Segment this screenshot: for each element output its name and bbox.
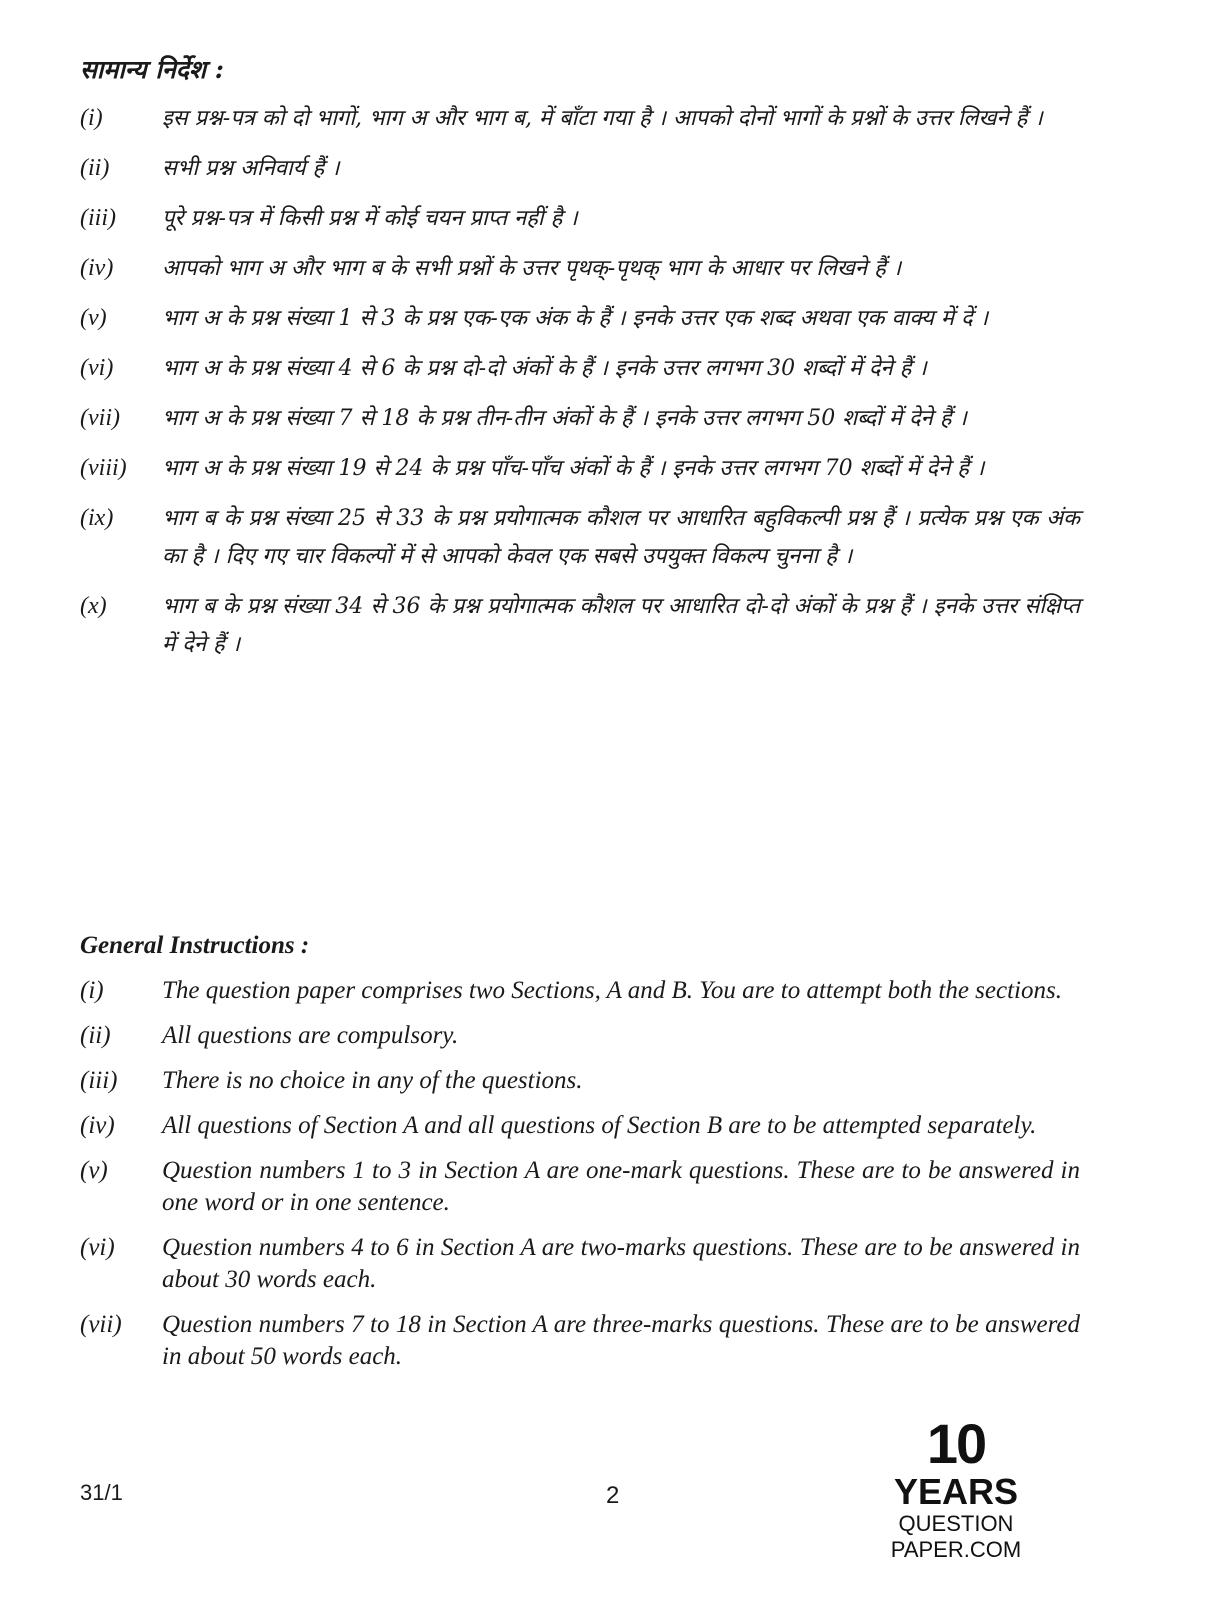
item-number: (v) (80, 305, 107, 331)
item-number: (vi) (80, 355, 114, 381)
hindi-instructions-heading: सामान्य निर्देश : (80, 55, 224, 84)
item-text: सभी प्रश्न अनिवार्य हैं । (162, 156, 340, 181)
item-text: There is no choice in any of the questions. (162, 1067, 583, 1094)
item-text: भाग अ के प्रश्न संख्या 19 से 24 के प्रश्न पाँच-पाँच अंकों के हैं । इनके उत्तर लगभग 70 शब्दों में देने हैं । (162, 456, 985, 481)
hindi-instruction-item (80, 450, 1080, 488)
hindi-instruction-item (80, 100, 1080, 138)
hindi-instruction-item (80, 400, 1080, 438)
item-text: Question numbers 1 to 3 in Section A are one-mark questions. These are to be answered in one word or in one sentence. (162, 1157, 1080, 1216)
hindi-instruction-item (80, 350, 1080, 388)
item-text: All questions of Section A and all questions of Section B are to be attempted separately. (162, 1112, 1037, 1139)
general-instructions-heading: General Instructions : (80, 932, 310, 959)
logo-number: 10 (926, 1412, 986, 1475)
item-number: (vi) (80, 1234, 115, 1261)
hindi-instructions-list (80, 100, 1080, 676)
instruction-item (80, 1155, 1080, 1219)
instruction-item (80, 1232, 1080, 1296)
item-number: (v) (80, 1157, 108, 1184)
hindi-instruction-item (80, 150, 1080, 188)
hindi-instruction-item (80, 200, 1080, 238)
item-number: (x) (80, 593, 107, 619)
logo-years: YEARS (893, 1471, 1019, 1512)
item-text: इस प्रश्न-पत्र को दो भागों, भाग अ और भाग ब, में बाँटा गया है । आपको दोनों भागों के प्रश्नों के उत्तर लिखने हैं । (162, 106, 1043, 131)
item-text: भाग ब के प्रश्न संख्या 34 से 36 के प्रश्न प्रयोगात्मक कौशल पर आधारित दो-दो अंकों के प्रश्न हैं । इनके उत्तर संक्षिप्त में देने हैं । (162, 594, 1080, 657)
watermark-logo (836, 1412, 1076, 1590)
item-text: पूरे प्रश्न-पत्र में किसी प्रश्न में कोई चयन प्राप्त नहीं है । (162, 206, 578, 231)
hindi-instruction-item (80, 500, 1080, 576)
item-text: आपको भाग अ और भाग ब के सभी प्रश्नों के उत्तर पृथक्-पृथक् भाग के आधार पर लिखने हैं । (162, 256, 902, 281)
instruction-item (80, 1065, 1080, 1097)
item-text: The question paper comprises two Sections, A and B. You are to attempt both the sections. (162, 977, 1062, 1004)
general-instructions-list (80, 975, 1080, 1386)
item-number: (ii) (80, 1022, 111, 1049)
hindi-instruction-item (80, 300, 1080, 338)
logo-site: QUESTION PAPER.COM (890, 1511, 1022, 1562)
paper-code: 31/1 (80, 1480, 123, 1505)
instruction-item (80, 1309, 1080, 1373)
hindi-instruction-item (80, 250, 1080, 288)
item-text: All questions are compulsory. (162, 1022, 459, 1049)
item-number: (i) (80, 977, 104, 1004)
item-number: (iv) (80, 255, 114, 281)
instruction-item (80, 1110, 1080, 1142)
item-number: (ii) (80, 155, 110, 181)
item-number: (i) (80, 105, 103, 131)
item-text: Question numbers 4 to 6 in Section A are two-marks questions. These are to be answered in about 30 words each. (162, 1234, 1080, 1293)
item-text: Question numbers 7 to 18 in Section A are three-marks questions. These are to be answered in about 50 words each. (162, 1311, 1080, 1370)
item-number: (iv) (80, 1112, 115, 1139)
item-number: (iii) (80, 1067, 118, 1094)
hindi-instruction-item (80, 588, 1080, 664)
item-text: भाग अ के प्रश्न संख्या 1 से 3 के प्रश्न एक-एक अंक के हैं । इनके उत्तर एक शब्द अथवा एक वाक्य में दें । (162, 306, 989, 331)
item-number: (iii) (80, 205, 116, 231)
item-text: भाग ब के प्रश्न संख्या 25 से 33 के प्रश्न प्रयोगात्मक कौशल पर आधारित बहुविकल्पी प्रश्न हैं । प्रत्येक प्रश्न एक अंक का है । दिए गए चार विकल्पों में से आपको केवल एक सबसे उपयुक्त विकल्प चुनना है । (162, 506, 1080, 569)
item-text: भाग अ के प्रश्न संख्या 7 से 18 के प्रश्न तीन-तीन अंकों के हैं । इनके उत्तर लगभग 50 शब्दों में देने हैं । (162, 406, 967, 431)
instruction-item (80, 975, 1080, 1007)
page-number: 2 (606, 1482, 620, 1509)
item-number: (ix) (80, 505, 114, 531)
item-number: (vii) (80, 1311, 122, 1338)
item-number: (viii) (80, 455, 127, 481)
instruction-item (80, 1020, 1080, 1052)
item-text: भाग अ के प्रश्न संख्या 4 से 6 के प्रश्न दो-दो अंकों के हैं । इनके उत्तर लगभग 30 शब्दों में देने हैं । (162, 356, 927, 381)
item-number: (vii) (80, 405, 120, 431)
